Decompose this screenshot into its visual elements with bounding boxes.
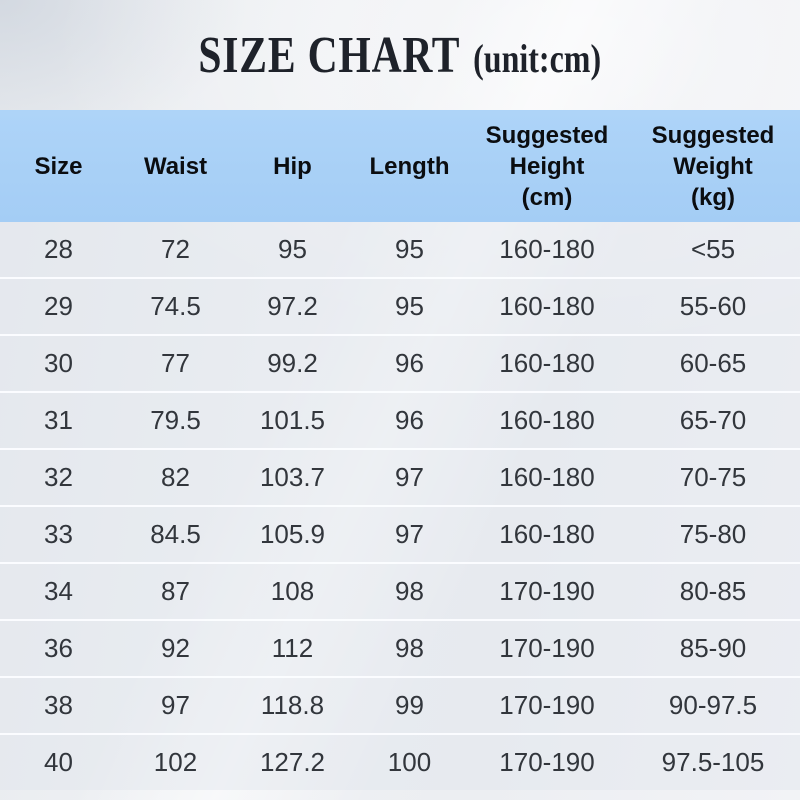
table-cell: 72 [117,222,234,278]
column-header-line: Suggested [485,121,609,149]
table-cell: 84.5 [117,506,234,563]
column-header-line: Size [34,152,83,180]
column-header-line: Length [369,152,450,180]
table-cell: 99.2 [234,335,351,392]
table-cell: 36 [0,620,117,677]
table-cell: 170-190 [468,563,626,620]
table-cell: 160-180 [468,278,626,335]
table-cell: 96 [351,392,468,449]
table-cell: 160-180 [468,222,626,278]
table-cell: 30 [0,335,117,392]
table-cell: 102 [117,734,234,790]
table-cell: 77 [117,335,234,392]
table-cell: 70-75 [626,449,800,506]
table-row [0,449,800,506]
table-cell: 160-180 [468,392,626,449]
chart-title: SIZE CHART [198,26,461,84]
table-row [0,620,800,677]
table-cell: 98 [351,563,468,620]
table-cell: 55-60 [626,278,800,335]
table-cell: 95 [351,222,468,278]
table-cell: 100 [351,734,468,790]
column-header [626,110,800,222]
column-header-line: (cm) [521,183,573,211]
column-header-line: Weight [673,152,753,180]
header-row [0,110,800,222]
table-cell: 97.2 [234,278,351,335]
table-cell: 79.5 [117,392,234,449]
table-cell: 74.5 [117,278,234,335]
table-cell: 101.5 [234,392,351,449]
table-row [0,222,800,278]
column-header-line: Suggested [651,121,775,149]
table-cell: 80-85 [626,563,800,620]
table-cell: 90-97.5 [626,677,800,734]
chart-title-unit: (unit:cm) [473,35,602,81]
table-cell: 170-190 [468,677,626,734]
table-cell: 170-190 [468,734,626,790]
table-cell: 160-180 [468,335,626,392]
table-cell: 75-80 [626,506,800,563]
table-cell: 87 [117,563,234,620]
table-cell: 97.5-105 [626,734,800,790]
column-header-line: Height [509,152,585,180]
table-cell: 105.9 [234,506,351,563]
table-cell: 103.7 [234,449,351,506]
table-cell: 28 [0,222,117,278]
table-cell: 82 [117,449,234,506]
table-cell: 96 [351,335,468,392]
size-chart-table [0,110,800,790]
table-cell: 65-70 [626,392,800,449]
column-header [351,110,468,222]
column-header [234,110,351,222]
table-row [0,278,800,335]
table-cell: 97 [351,449,468,506]
table-cell: 170-190 [468,620,626,677]
table-cell: 99 [351,677,468,734]
table-body [0,222,800,790]
table-cell: 160-180 [468,449,626,506]
column-header [117,110,234,222]
table-cell: 112 [234,620,351,677]
table-cell: <55 [626,222,800,278]
table-cell: 92 [117,620,234,677]
column-header-line: Hip [273,152,312,180]
column-header [468,110,626,222]
table-row [0,392,800,449]
column-header-line: Waist [143,152,208,180]
table-cell: 60-65 [626,335,800,392]
page-title [199,26,602,85]
table-cell: 97 [351,506,468,563]
table-row [0,677,800,734]
table-cell: 118.8 [234,677,351,734]
table-cell: 127.2 [234,734,351,790]
table-cell: 97 [117,677,234,734]
table-cell: 33 [0,506,117,563]
table-cell: 34 [0,563,117,620]
table-cell: 31 [0,392,117,449]
table-cell: 95 [351,278,468,335]
table-cell: 108 [234,563,351,620]
table-row [0,734,800,790]
table-cell: 160-180 [468,506,626,563]
table-cell: 95 [234,222,351,278]
table-cell: 29 [0,278,117,335]
table-row [0,335,800,392]
table-cell: 98 [351,620,468,677]
table-cell: 38 [0,677,117,734]
column-header [0,110,117,222]
table-header [0,110,800,222]
title-bar [0,0,800,110]
column-header-line: (kg) [691,183,735,211]
table-row [0,563,800,620]
table-cell: 32 [0,449,117,506]
table-cell: 85-90 [626,620,800,677]
table-cell: 40 [0,734,117,790]
table-row [0,506,800,563]
